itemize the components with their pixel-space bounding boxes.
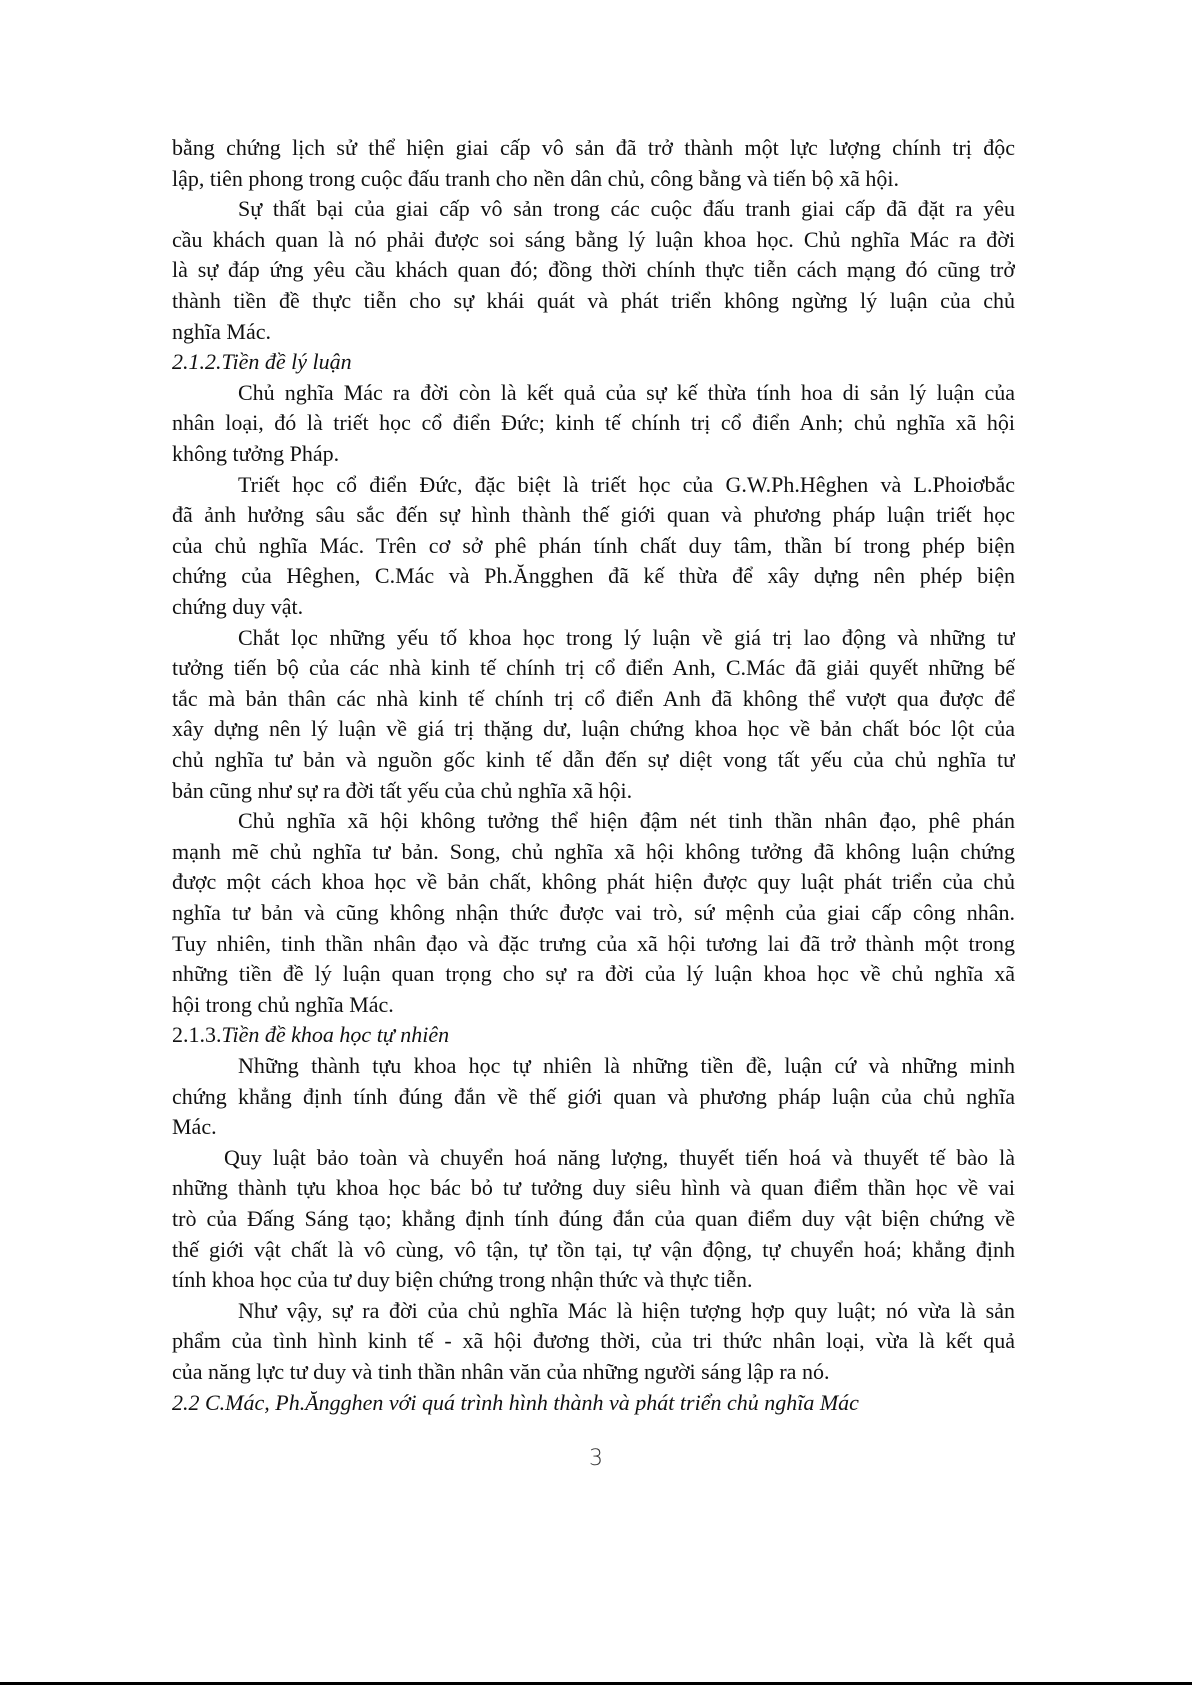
section-title: Tiền đề khoa học tự nhiên — [221, 1022, 450, 1048]
text-line: xây dựng nên lý luận về giá trị thặng dư, luận chứng khoa học về bản chất bóc lột của — [172, 716, 1015, 742]
page-number: 3 — [589, 1446, 603, 1471]
text-line: không tưởng Pháp. — [172, 441, 340, 466]
section-number: 2.1.3. — [172, 1022, 222, 1048]
text-line: chủ nghĩa tư bản và nguồn gốc kinh tế dẫn đến sự diệt vong tất yếu của chủ nghĩa tư — [172, 747, 1015, 772]
text-line: chứng duy vật. — [172, 594, 304, 619]
text-line: Chủ nghĩa xã hội không tưởng thể hiện đậm nét tinh thần nhân đạo, phê phán — [238, 808, 1015, 834]
text-line: mạnh mẽ chủ nghĩa tư bản. Song, chủ nghĩa xã hội không tưởng đã không luận chứng — [172, 838, 1015, 864]
text-line: là sự đáp ứng yêu cầu khách quan đó; đồng thời chính thực tiễn cách mạng đó cũng trở — [172, 257, 1015, 283]
text-line: bản cũng như sự ra đời tất yếu của chủ nghĩa xã hội. — [172, 777, 633, 803]
text-line: nghĩa Mác. — [172, 318, 271, 344]
text-line: cầu khách quan là nó phải được soi sáng bằng lý luận khoa học. Chủ nghĩa Mác ra đời — [172, 226, 1015, 252]
text-line: tưởng tiến bộ của các nhà kinh tế chính trị cổ điển Anh, C.Mác đã giải quyết những bế — [172, 655, 1015, 681]
text-line: Chủ nghĩa Mác ra đời còn là kết quả của sự kế thừa tính hoa di sản lý luận của — [238, 379, 1015, 405]
text-line: thành tiền đề thực tiễn cho sự khái quát và phát triển không ngừng lý luận của chủ — [172, 288, 1015, 313]
text-line: nhân loại, đó là triết học cổ điển Đức; kinh tế chính trị cổ điển Anh; chủ nghĩa xã hội — [172, 410, 1015, 436]
text-line: hội trong chủ nghĩa Mác. — [172, 991, 394, 1017]
text-line: trò của Đấng Sáng tạo; khẳng định tính đúng đắn của quan điểm duy vật biện chứng về — [172, 1206, 1015, 1231]
text-line: tắc mà bản thân các nhà kinh tế chính trị cổ điển Anh đã không thể vượt qua được để — [172, 685, 1015, 711]
text-line: thế giới vật chất là vô cùng, vô tận, tự tồn tại, tự vận động, tự chuyển hoá; khẳng định — [172, 1236, 1015, 1262]
text-line: bằng chứng lịch sử thể hiện giai cấp vô sản đã trở thành một lực lượng chính trị độc — [172, 135, 1015, 160]
text-line: chứng khẳng định tính đúng đắn về thế giới quan và phương pháp luận của chủ nghĩa — [172, 1083, 1015, 1109]
text-line: chứng của Hêghen, C.Mác và Ph.Ăngghen đã kế thừa để xây dựng nên phép biện — [172, 563, 1015, 589]
text-line: Như vậy, sự ra đời của chủ nghĩa Mác là hiện tượng hợp quy luật; nó vừa là sản — [238, 1297, 1015, 1323]
text-line: của năng lực tư duy và tinh thần nhân văn của những người sáng lập ra nó. — [172, 1359, 830, 1384]
section-heading: 2.1.2.Tiền đề lý luận — [172, 349, 352, 375]
text-line: những tiền đề lý luận quan trọng cho sự ra đời của lý luận khoa học về chủ nghĩa xã — [172, 961, 1015, 987]
text-line: Triết học cổ điển Đức, đặc biệt là triết học của G.W.Ph.Hêghen và L.Phoiơbắc — [238, 471, 1015, 497]
text-line: những thành tựu khoa học bác bỏ tư tưởng duy siêu hình và quan điểm thần học về vai — [172, 1175, 1015, 1201]
text-line: Sự thất bại của giai cấp vô sản trong các cuộc đấu tranh giai cấp đã đặt ra yêu — [238, 196, 1015, 222]
text-line: Tuy nhiên, tinh thần nhân đạo và đặc trưng của xã hội tương lai đã trở thành một trong — [172, 930, 1015, 956]
text-line: của chủ nghĩa Mác. Trên cơ sở phê phán tính chất duy tâm, thần bí trong phép biện — [172, 532, 1015, 558]
text-line: Những thành tựu khoa học tự nhiên là những tiền đề, luận cứ và những minh — [238, 1053, 1015, 1078]
text-line: đã ảnh hưởng sâu sắc đến sự hình thành thế giới quan và phương pháp luận triết học — [172, 502, 1015, 528]
text-line: Mác. — [172, 1114, 217, 1140]
text-line: được một cách khoa học về bản chất, không phát hiện được quy luật phát triển của chủ — [172, 869, 1015, 895]
text-line: nghĩa tư bản và cũng không nhận thức được vai trò, sứ mệnh của giai cấp công nhân. — [172, 900, 1015, 925]
text-line: Chắt lọc những yếu tố khoa học trong lý luận về giá trị lao động và những tư — [238, 624, 1015, 650]
text-line: tính khoa học của tư duy biện chứng trong nhận thức và thực tiễn. — [172, 1267, 753, 1293]
section-heading — [172, 1020, 1015, 1050]
section-heading: 2.2 C.Mác, Ph.Ăngghen với quá trình hình thành và phát triển chủ nghĩa Mác — [172, 1389, 859, 1415]
text-line: Quy luật bảo toàn và chuyển hoá năng lượng, thuyết tiến hoá và thuyết tế bào là — [224, 1144, 1015, 1170]
text-line: lập, tiên phong trong cuộc đấu tranh cho nền dân chủ, công bằng và tiến bộ xã hội. — [172, 165, 900, 191]
text-line: phẩm của tình hình kinh tế - xã hội đương thời, của tri thức nhân loại, vừa là kết quả — [172, 1328, 1015, 1354]
